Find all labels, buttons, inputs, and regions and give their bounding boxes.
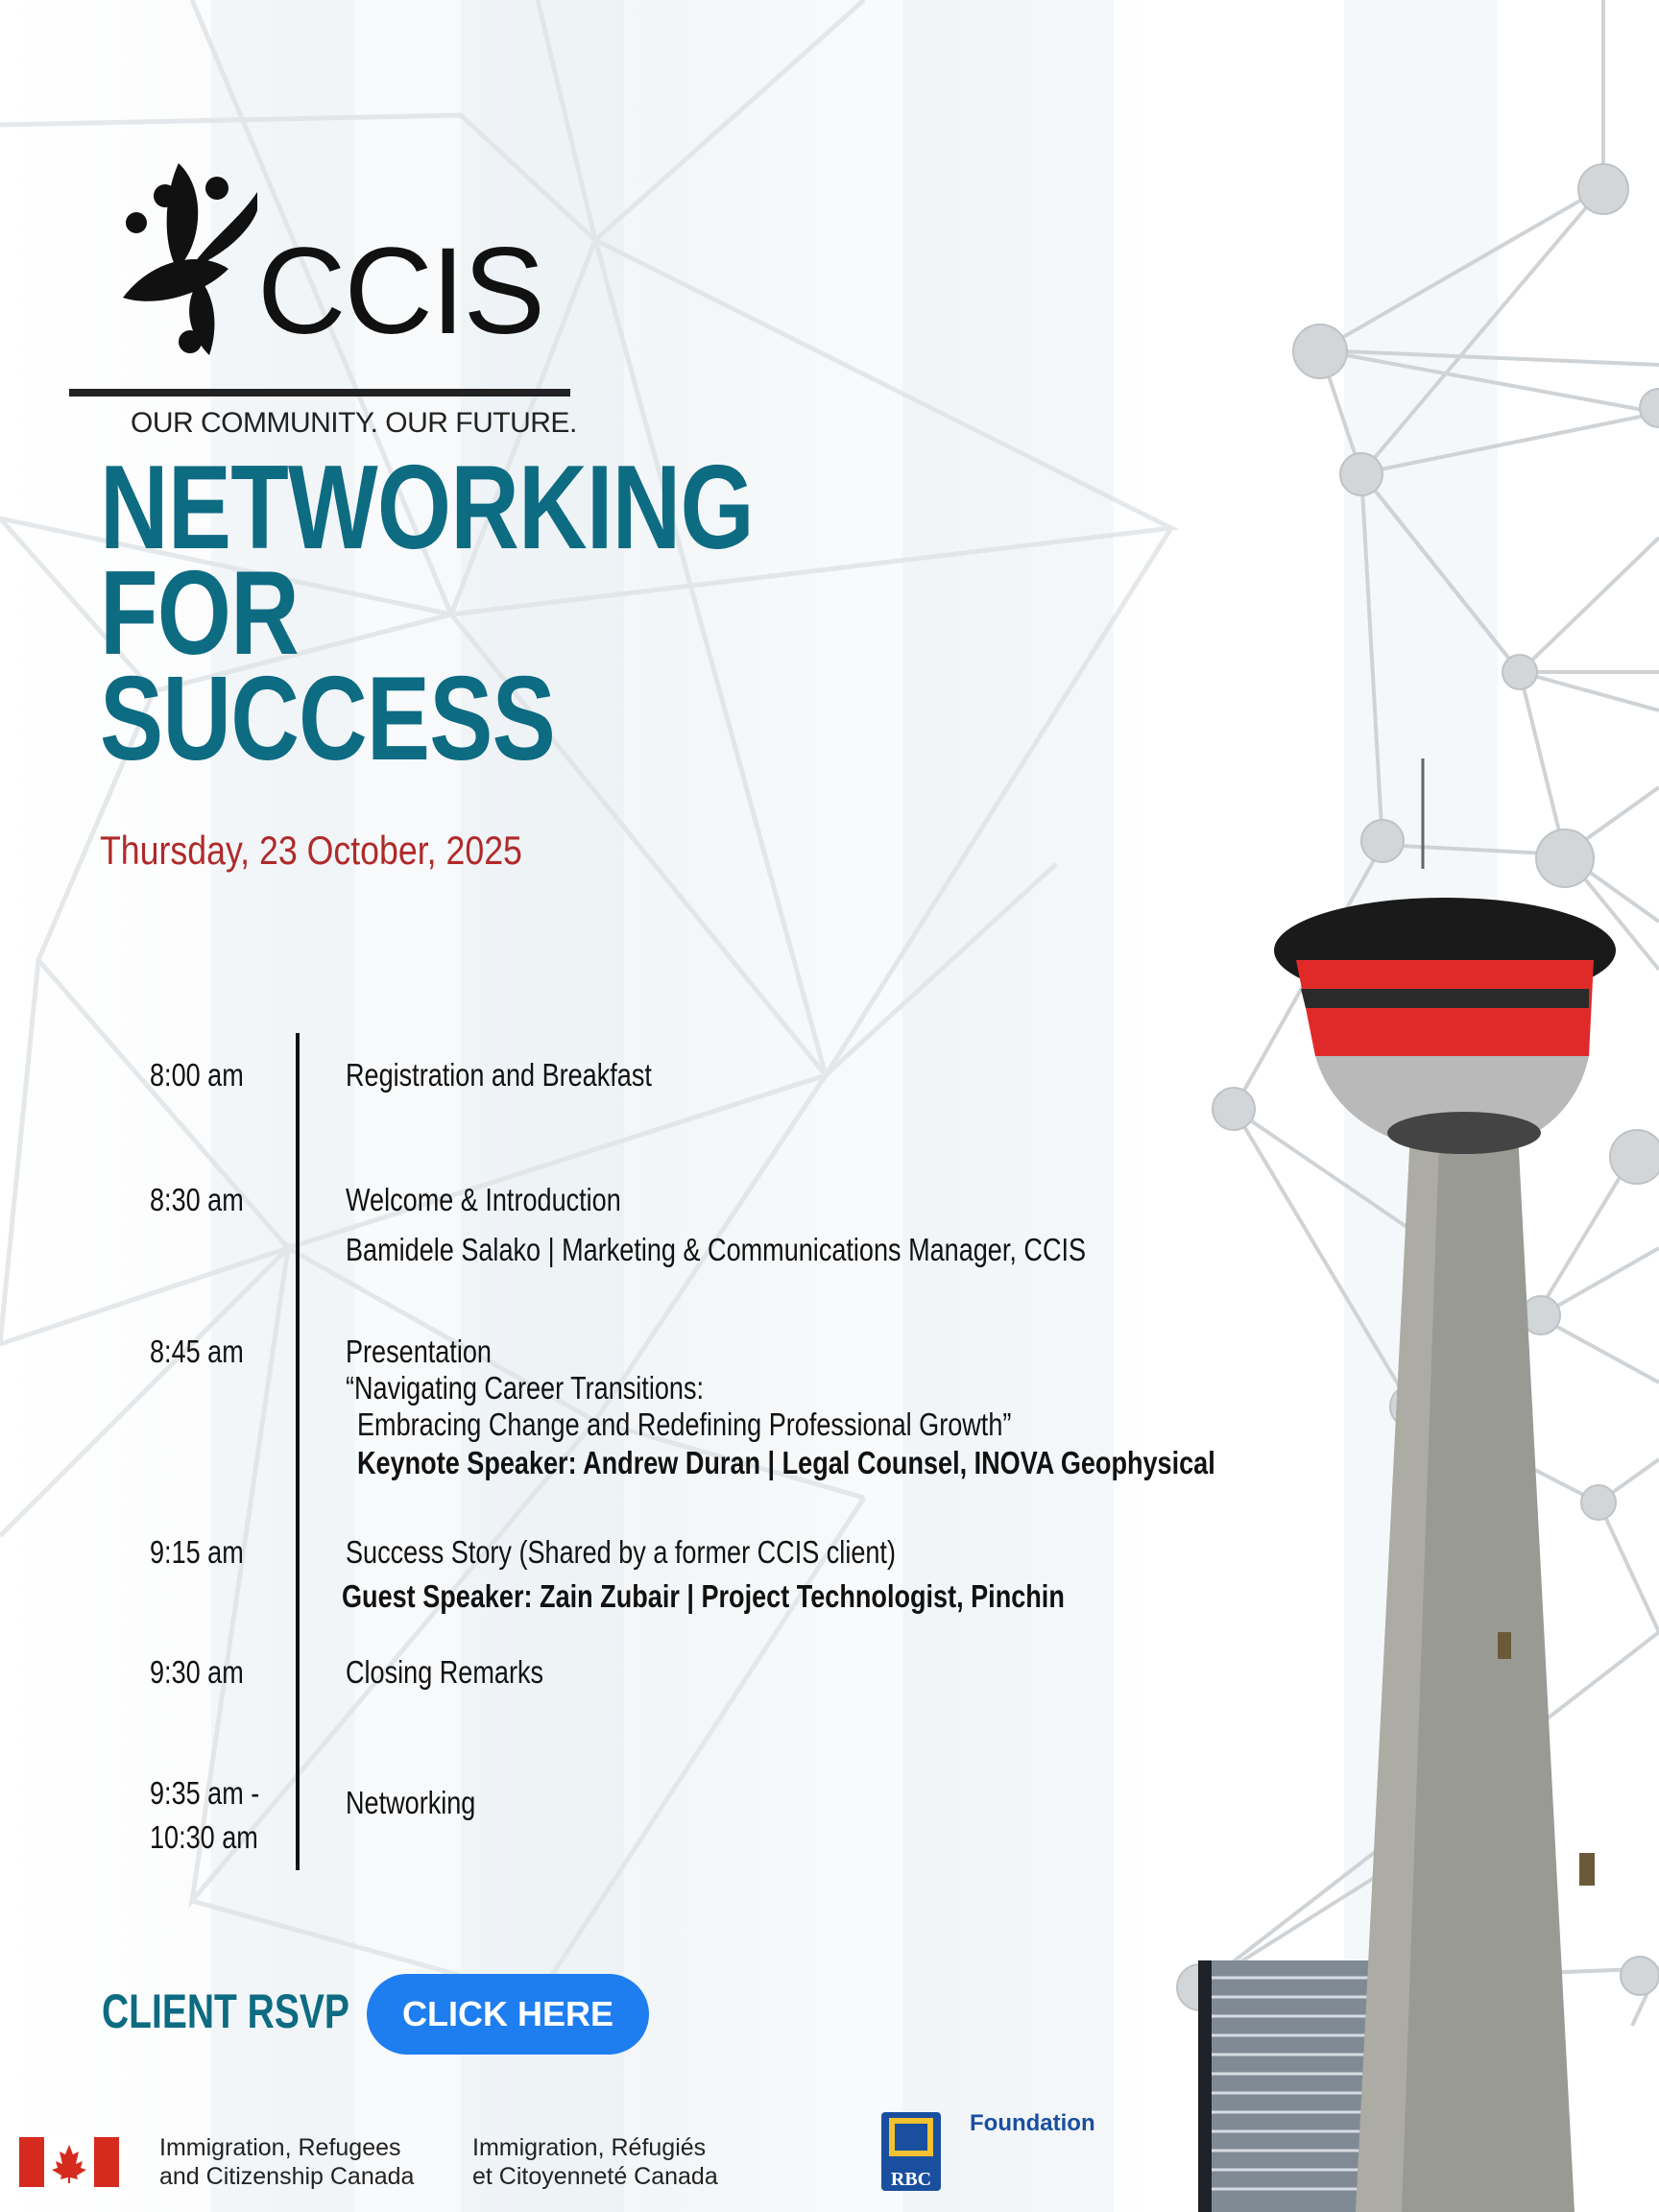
gov-name-french-line: et Citoyenneté Canada [472, 2163, 718, 2190]
rbc-logo-text: RBC [890, 2169, 932, 2190]
rsvp-click-here-button[interactable]: CLICK HERE [367, 1974, 649, 2055]
agenda-speaker: Guest Speaker: Zain Zubair | Project Technologist, Pinchin [342, 1578, 1065, 1614]
event-date: Thursday, 23 October, 2025 [100, 828, 522, 873]
event-title [100, 442, 754, 785]
event-title-line: FOR [100, 547, 299, 680]
agenda-item-text: Success Story (Shared by a former CCIS client) [346, 1534, 896, 1570]
tower-pod [1274, 758, 1616, 1154]
agenda-item-text: Embracing Change and Redefining Professional Growth” [357, 1407, 1012, 1442]
rsvp-label: CLIENT RSVP [102, 1984, 349, 2038]
rbc-logo-icon [879, 2110, 952, 2195]
agenda-item-text: Registration and Breakfast [346, 1057, 652, 1093]
agenda-speaker: Keynote Speaker: Andrew Duran | Legal Counsel, INOVA Geophysical [357, 1445, 1215, 1480]
rbc-foundation-label: Foundation [970, 2110, 1095, 2136]
agenda-divider-line [296, 1033, 300, 1870]
gov-name-french-line: Immigration, Réfugiés [472, 2134, 707, 2161]
agenda-item-text: Welcome & Introduction [346, 1182, 621, 1217]
event-title-line: NETWORKING [100, 442, 754, 574]
agenda-time: 8:30 am [150, 1182, 244, 1217]
agenda-time: 8:45 am [150, 1334, 244, 1369]
agenda-item-text: “Navigating Career Transitions: [346, 1370, 704, 1406]
ccis-logo-icon [123, 163, 257, 365]
canada-flag-icon [19, 2137, 119, 2187]
tower-shaft [1356, 1114, 1595, 2212]
agenda-item-text: Bamidele Salako | Marketing & Communications Manager, CCIS [346, 1232, 1087, 1267]
gov-name-french [472, 2133, 718, 2191]
gov-name-english-line: and Citizenship Canada [159, 2163, 415, 2190]
logo-divider [69, 389, 570, 397]
event-title-line: SUCCESS [100, 653, 555, 785]
agenda-item-text: Networking [346, 1785, 476, 1820]
agenda-time: 9:15 am [150, 1534, 244, 1570]
agenda-time: 9:30 am [150, 1654, 244, 1690]
agenda-item-text: Presentation [346, 1334, 492, 1369]
agenda-time: 9:35 am - [150, 1775, 260, 1811]
agenda-item-text: Closing Remarks [346, 1654, 544, 1690]
agenda-time: 10:30 am [150, 1819, 258, 1855]
agenda-time: 8:00 am [150, 1057, 244, 1093]
logo-wordmark: CCIS [257, 223, 543, 360]
gov-name-english [159, 2133, 414, 2191]
gov-name-english-line: Immigration, Refugees [159, 2134, 401, 2161]
logo-tagline: OUR COMMUNITY. OUR FUTURE. [131, 407, 577, 439]
